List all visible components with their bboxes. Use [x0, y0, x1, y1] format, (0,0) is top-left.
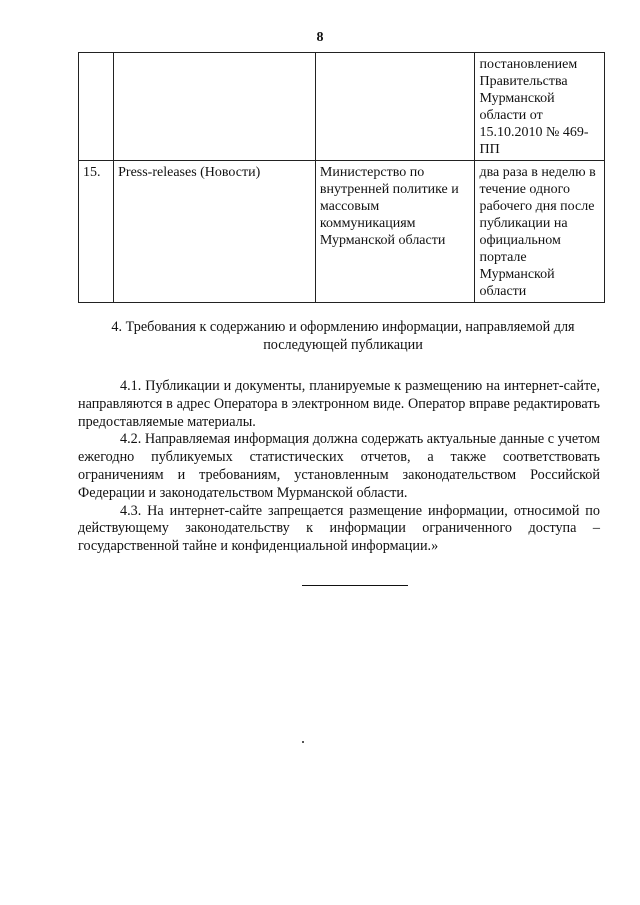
row-number-cell: 15.	[79, 161, 114, 303]
scan-mark	[302, 741, 304, 743]
paragraph-4-1: 4.1. Публикации и документы, планируемые к размещению на интернет-сайте, направляются в адрес Оператора в электронном виде. Оператор вправе редактировать предоставляемые материалы.	[78, 378, 600, 430]
section-body	[78, 378, 600, 556]
responsible-body-cell	[315, 53, 475, 161]
row-number-cell	[79, 53, 114, 161]
publication-table	[78, 52, 605, 303]
page-number: 8	[316, 30, 324, 45]
section-heading	[78, 318, 608, 354]
material-name-cell	[114, 53, 316, 161]
publication-period-cell: два раза в неделю в течение одного рабочего дня после публикации на официальном портале Мурманской области	[475, 161, 605, 303]
table-row	[79, 53, 605, 161]
material-name-cell: Press-releases (Новости)	[114, 161, 316, 303]
paragraph-4-2: 4.2. Направляемая информация должна содержать актуальные данные с учетом ежегодно публикуемых статистических отчетов, а также соответствовать ограничениям и требованиям, установленным законодательством Российской Федерации и законодательством Мурманской области.	[78, 431, 600, 501]
responsible-body-cell: Министерство по внутренней политике и массовым коммуникациям Мурманской области	[315, 161, 475, 303]
section-heading-line: 4. Требования к содержанию и оформлению информации, направляемой для	[111, 319, 575, 335]
publication-period-cell: постановлением Правительства Мурманской области от 15.10.2010 № 469-ПП	[475, 53, 605, 161]
paragraph-4-3: 4.3. На интернет-сайте запрещается размещение информации, относимой по действующему законодательству к информации ограниченного доступа – государственной тайне и конфиденциальной информации.»	[78, 502, 600, 555]
end-divider-line	[302, 585, 408, 586]
table-row	[79, 161, 605, 303]
section-heading-line: последующей публикации	[263, 337, 423, 353]
